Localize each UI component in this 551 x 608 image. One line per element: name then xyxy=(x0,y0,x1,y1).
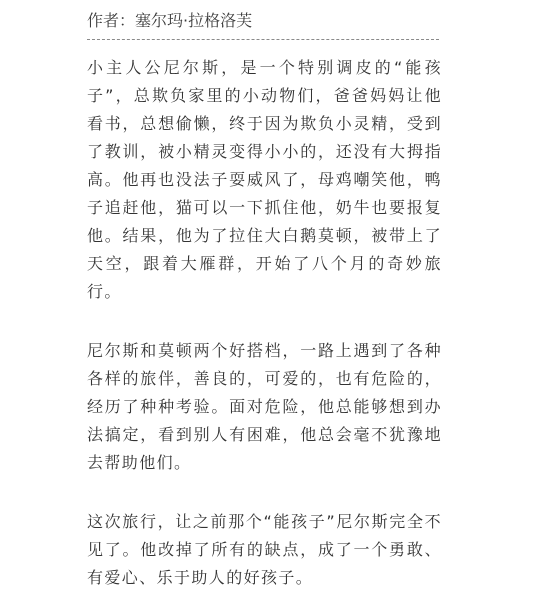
author-line: 作者：塞尔玛·拉格洛芙 xyxy=(87,11,253,30)
paragraph-3: 这次旅行，让之前那个“能孩子”尼尔斯完全不见了。他改掉了所有的缺点，成了一个勇敢、有爱心、乐于助人的好孩子。 xyxy=(87,512,442,587)
paragraph-1: 小主人公尼尔斯，是一个特别调皮的“能孩子”，总欺负家里的小动物们，爸爸妈妈让他看书，总想偷懒，终于因为欺负小灵精，受到了教训，被小精灵变得小小的，还没有大拇指高。他再也没法子耍威风了，母鸡嘲笑他，鸭子追赶他，猫可以一下抓住他，奶牛也要报复他。结果，他为了拉住大白鹅莫顿，被带上了天空，跟着大雁群，开始了八个月的奇妙旅行。 xyxy=(87,58,442,301)
paragraph-2: 尼尔斯和莫顿两个好搭档，一路上遇到了各种各样的旅伴，善良的，可爱的，也有危险的，经历了种种考验。面对危险，他总能够想到办法搞定，看到别人有困难，他总会毫不犹豫地去帮助他们。 xyxy=(87,341,442,472)
dashed-divider xyxy=(87,39,439,40)
